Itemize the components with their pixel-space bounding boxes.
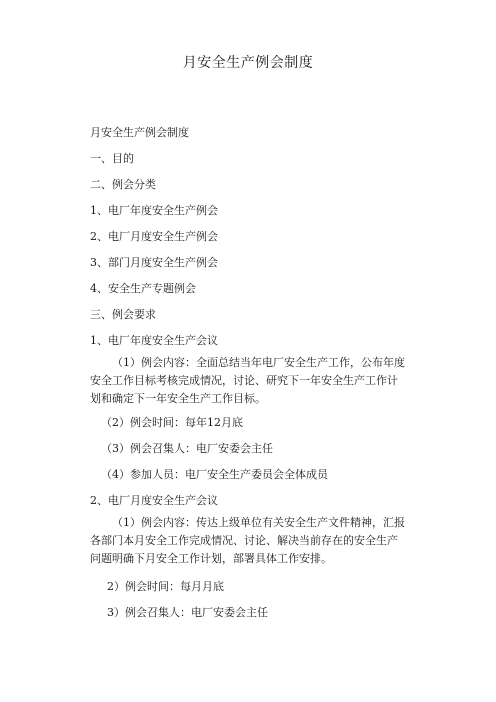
section-purpose: 一、目的 <box>90 152 134 165</box>
category-item-3: 3、部门月度安全生产例会 <box>90 256 218 269</box>
annual-meeting-convener: （3）例会召集人：电厂安委会主任 <box>101 442 273 455</box>
subtitle-line: 月安全生产例会制度 <box>90 126 189 139</box>
monthly-meeting-time: 2）例会时间：每月月底 <box>107 580 224 593</box>
annual-meeting-content: （1）例会内容：全面总结当年电厂安全生产工作，公布年度安全工作目标考核完成情况，讨论、研究下一年安全生产工作计划和确定下一年安全生产工作目标。 <box>90 356 405 405</box>
annual-meeting-heading: 1、电厂年度安全生产会议 <box>90 334 218 347</box>
document-title: 月安全生产例会制度 <box>182 55 314 71</box>
monthly-meeting-convener: 3）例会召集人：电厂安委会主任 <box>107 606 268 619</box>
category-item-1: 1、电厂年度安全生产例会 <box>90 204 218 217</box>
category-item-4: 4、安全生产专题例会 <box>90 282 196 295</box>
monthly-meeting-content: （1）例会内容：传达上级单位有关安全生产文件精神，汇报各部门本月安全工作完成情况、讨论、解决当前存在的安全生产问题明确下月安全工作计划，部署具体工作安排。 <box>90 516 405 565</box>
section-categories: 二、例会分类 <box>90 178 156 191</box>
monthly-meeting-heading: 2、电厂月度安全生产会议 <box>90 494 218 507</box>
annual-meeting-participants: （4）参加人员：电厂安全生产委员会全体成员 <box>101 468 328 481</box>
section-requirements: 三、例会要求 <box>90 308 156 321</box>
category-item-2: 2、电厂月度安全生产例会 <box>90 230 218 243</box>
annual-meeting-time: （2）例会时间：每年12月底 <box>101 416 243 429</box>
